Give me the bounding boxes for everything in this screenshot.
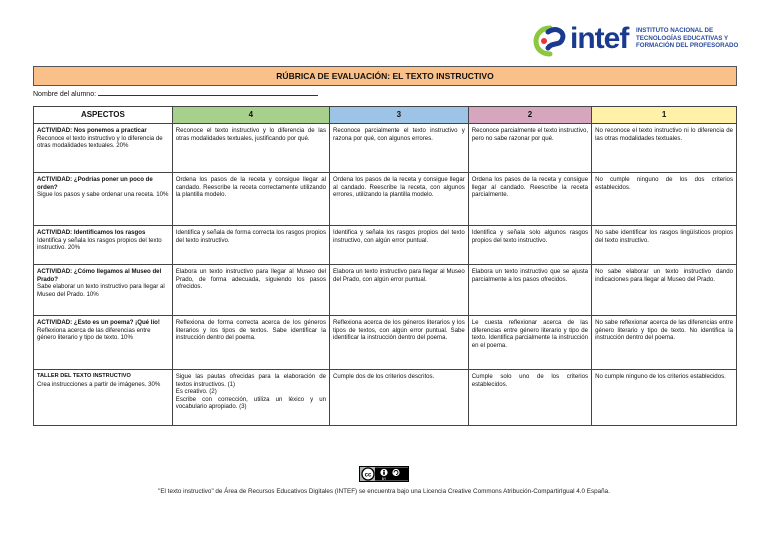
table-row bbox=[34, 265, 737, 316]
header-aspects: ASPECTOS bbox=[34, 107, 173, 124]
activity-title: ACTIVIDAD: ¿Cómo llegamos al Museo del Prado? bbox=[37, 268, 162, 283]
license-by-label: BY bbox=[381, 477, 387, 482]
intef-symbol-icon bbox=[532, 22, 570, 58]
level-1-cell: No sabe elaborar un texto instructivo dando indicaciones para llegar al Museo del Prado. bbox=[592, 265, 737, 316]
table-row bbox=[34, 370, 737, 426]
student-name-field bbox=[33, 88, 318, 98]
license-footer: "El texto instructivo" de Área de Recursos Educativos Digitales (INTEF) se encuentra bajo una Licencia Creative Commons Atribución-CompartirIgual 4.0 España. bbox=[158, 488, 610, 495]
level-2-cell: Cumple solo uno de los criterios establecidos. bbox=[468, 370, 591, 426]
student-name-line bbox=[98, 88, 318, 96]
svg-text:cc: cc bbox=[364, 472, 372, 479]
level-1-cell: No cumple ninguno de los criterios establecidos. bbox=[592, 370, 737, 426]
aspect-cell bbox=[34, 173, 173, 226]
activity-title: TALLER DEL TEXTO INSTRUCTIVO bbox=[37, 373, 131, 379]
level-1-cell: No reconoce el texto instructivo ni lo diferencia de las otras modalidades textuales. bbox=[592, 124, 737, 173]
level-2-cell: Le cuesta reflexionar acerca de las diferencias entre género literario y tipo de texto. Identifica parcialmente la instrucción en el poema. bbox=[468, 316, 591, 370]
criterion-line: Sigue las pautas ofrecidas para la elaboración de textos instructivos. (1) bbox=[175, 373, 326, 388]
aspect-description: Reflexiona acerca de las diferencias entre género literario y tipo de texto. 10% bbox=[37, 326, 151, 342]
level-4-cell: Reconoce el texto instructivo y lo diferencia de las otras modalidades textuales, justificando por qué. bbox=[172, 124, 329, 173]
level-3-cell: Identifica y señala los rasgos propios del texto instructivo, con algún error puntual. bbox=[330, 226, 469, 265]
table-row bbox=[34, 173, 737, 226]
student-name-label: Nombre del alumno: bbox=[33, 91, 97, 98]
header-level-2: 2 bbox=[468, 107, 591, 124]
aspect-description: Sabe elaborar un texto instructivo para llegar al Museo del Prado. 10% bbox=[37, 283, 165, 298]
level-3-cell: Ordena los pasos de la receta y consigue llegar al candado. Reescribe la receta, con algunos errores, utilizando la plantilla modelo. bbox=[330, 173, 469, 226]
level-4-cell: Elabora un texto instructivo para llegar al Museo del Prado, de forma adecuada, siguiendo los pasos ofrecidos. bbox=[172, 265, 329, 316]
rubric-header-row bbox=[34, 107, 737, 124]
logo-institute-name: INSTITUTO NACIONAL DE TECNOLOGÍAS EDUCATIVAS Y FORMACIÓN DEL PROFESORADO bbox=[636, 27, 739, 49]
header-level-3: 3 bbox=[330, 107, 469, 124]
table-row bbox=[34, 316, 737, 370]
level-1-cell: No cumple ninguno de los dos criterios establecidos. bbox=[592, 173, 737, 226]
level-2-cell: Ordena los pasos de la receta y consigue llegar al candado. Reescribe la receta parcialmente. bbox=[468, 173, 591, 226]
activity-title: ACTIVIDAD: ¿Esto es un poema? ¡Qué lío! bbox=[37, 319, 160, 326]
activity-title: ACTIVIDAD: ¿Podrías poner un poco de orden? bbox=[37, 176, 153, 191]
aspect-cell bbox=[34, 124, 173, 173]
level-3-cell: Reflexiona acerca de los géneros literarios y los tipos de textos, con algún error puntual. Sabe identificar la instrucción dentro del poema. bbox=[330, 316, 469, 370]
level-4-cell: Identifica y señala de forma correcta los rasgos propios del texto instructivo. bbox=[172, 226, 329, 265]
table-row bbox=[34, 226, 737, 265]
level-2-cell: Reconoce parcialmente el texto instructivo, pero no sabe razonar por qué. bbox=[468, 124, 591, 173]
criterion-line: Es creativo. (2) bbox=[175, 388, 217, 396]
aspect-cell bbox=[34, 265, 173, 316]
level-4-cell: Reflexiona de forma correcta acerca de los géneros literarios y los tipos de textos. Sabe identificar la instrucción dentro del poema. bbox=[172, 316, 329, 370]
header-level-1: 1 bbox=[592, 107, 737, 124]
level-3-cell: Cumple dos de los criterios descritos. bbox=[330, 370, 469, 426]
rubric-table bbox=[33, 106, 737, 426]
level-2-cell: Elabora un texto instructivo que se ajusta parcialmente a los pasos ofrecidos. bbox=[468, 265, 591, 316]
rubric-title: RÚBRICA DE EVALUACIÓN: EL TEXTO INSTRUCTIVO bbox=[33, 66, 737, 86]
activity-title: ACTIVIDAD: Identificamos los rasgos bbox=[37, 229, 146, 236]
activity-title: ACTIVIDAD: Nos ponemos a practicar bbox=[37, 127, 147, 134]
level-4-cell bbox=[172, 370, 329, 426]
criterion-line: Escribe con corrección, utiliza un léxico y un vocabulario apropiado. (3) bbox=[175, 395, 326, 411]
intef-logo bbox=[532, 22, 742, 58]
aspect-cell bbox=[34, 226, 173, 265]
logo-wordmark: intef bbox=[570, 22, 629, 55]
aspect-description: Sigue los pasos y sabe ordenar una receta. 10% bbox=[37, 191, 169, 199]
aspect-description: Identifica y señala los rasgos propios del texto instructivo. 20% bbox=[37, 236, 162, 252]
level-1-cell: No sabe identificar los rasgos lingüísticos propios del texto instructivo. bbox=[592, 226, 737, 265]
level-3-cell: Elabora un texto instructivo para llegar al Museo del Prado, con algún error puntual. bbox=[330, 265, 469, 316]
level-2-cell: Identifica y señala solo algunos rasgos propios del texto instructivo. bbox=[468, 226, 591, 265]
table-row bbox=[34, 124, 737, 173]
aspect-description: Reconoce el texto instructivo y lo diferencia de otras modalidades textuales. 20% bbox=[37, 134, 163, 150]
aspect-cell bbox=[34, 370, 173, 426]
creative-commons-badge bbox=[359, 466, 409, 482]
level-4-cell: Ordena los pasos de la receta y consigue llegar al candado. Reescribe la receta correctamente utilizando la plantilla modelo. bbox=[172, 173, 329, 226]
aspect-description: Crea instrucciones a partir de imágenes. 30% bbox=[37, 380, 161, 388]
level-3-cell: Reconoce parcialmente el texto instructivo y razona por qué, con algunos errores. bbox=[330, 124, 469, 173]
header-level-4: 4 bbox=[172, 107, 329, 124]
level-1-cell: No sabe reflexionar acerca de las diferencias entre género literario y tipo de texto. No identifica la instrucción dentro del poema. bbox=[592, 316, 737, 370]
aspect-cell bbox=[34, 316, 173, 370]
